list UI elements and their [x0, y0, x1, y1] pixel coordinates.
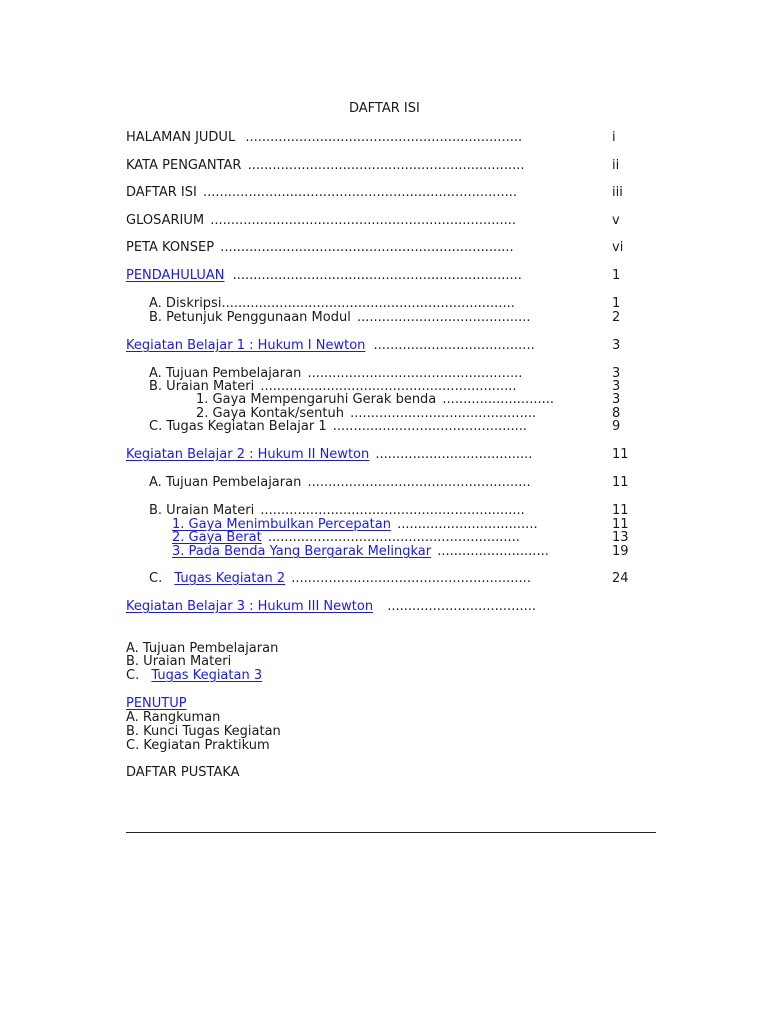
- toc-entry: [126, 668, 262, 683]
- toc-entry-label: DAFTAR PUSTAKA: [126, 765, 240, 780]
- toc-entry: [149, 503, 525, 518]
- entry-label: GLOSARIUM: [126, 213, 205, 228]
- entry-leader: ..................................: [397, 517, 538, 532]
- entry-page: vi: [612, 240, 624, 255]
- entry-page: 1: [612, 296, 621, 311]
- entry-page: i: [612, 130, 616, 145]
- entry-page: 3: [612, 392, 621, 407]
- gaya-berat-link[interactable]: 2. Gaya Berat: [172, 530, 262, 545]
- entry-leader: ...........................: [437, 544, 549, 559]
- entry-page: v: [612, 213, 620, 228]
- toc-entry: [126, 268, 522, 283]
- kegiatan-belajar-2-link[interactable]: Kegiatan Belajar 2 : Hukum II Newton: [126, 447, 370, 462]
- entry-label: B. Petunjuk Penggunaan Modul: [149, 310, 351, 325]
- toc-entry-label: A. Tujuan Pembelajaran: [126, 641, 279, 656]
- toc-entry: [126, 213, 516, 228]
- entry-page: 11: [612, 503, 629, 518]
- footer-rule: [126, 832, 656, 833]
- entry-page: 13: [612, 530, 629, 545]
- entry-leader: ..............................................................: [260, 379, 517, 394]
- entry-leader: .......................................................................: [221, 296, 515, 311]
- entry-page: 8: [612, 406, 621, 421]
- entry-leader: .......................................................................: [220, 240, 514, 255]
- entry-leader: ...................................................................: [247, 158, 525, 173]
- entry-label: PETA KONSEP: [126, 240, 215, 255]
- entry-page: 3: [612, 338, 621, 353]
- kegiatan-belajar-3-link[interactable]: Kegiatan Belajar 3 : Hukum III Newton: [126, 599, 374, 614]
- toc-entry: [126, 185, 517, 200]
- toc-entry: [149, 475, 531, 490]
- entry-label: C. Tugas Kegiatan Belajar 1: [149, 419, 327, 434]
- toc-entry: [126, 130, 522, 145]
- toc-entry: [126, 158, 524, 173]
- entry-page: 19: [612, 544, 629, 559]
- toc-entry: [172, 530, 520, 545]
- toc-entry: [196, 392, 554, 407]
- entry-label: HALAMAN JUDUL: [126, 130, 236, 145]
- toc-entry-label: B. Kunci Tugas Kegiatan: [126, 724, 281, 739]
- entry-leader: ...........................: [442, 392, 554, 407]
- entry-leader: ............................................................................: [202, 185, 518, 200]
- toc-entry: [149, 571, 531, 586]
- toc-entry: [126, 240, 514, 255]
- pada-benda-link[interactable]: 3. Pada Benda Yang Bergarak Melingkar: [172, 544, 432, 559]
- entry-label: C.: [149, 571, 163, 586]
- entry-label: C.: [126, 668, 140, 683]
- entry-leader: ................................................................: [260, 503, 525, 518]
- entry-label: A. Tujuan Pembelajaran: [149, 366, 302, 381]
- toc-entry: [126, 338, 535, 353]
- toc-entry: [149, 310, 531, 325]
- entry-leader: ...................................................................: [245, 130, 523, 145]
- toc-entry: [149, 296, 515, 311]
- entry-leader: ....................................: [387, 599, 536, 614]
- tugas-kegiatan-3-link[interactable]: Tugas Kegiatan 3: [151, 668, 263, 683]
- entry-label: 1. Gaya Mempengaruhi Gerak benda: [196, 392, 437, 407]
- toc-entry: [126, 599, 536, 614]
- toc-entry: [126, 447, 532, 462]
- toc-entry: [172, 544, 549, 559]
- entry-page: iii: [612, 185, 623, 200]
- entry-leader: ....................................................: [307, 366, 523, 381]
- entry-leader: ..........................................: [356, 310, 531, 325]
- entry-page: ii: [612, 158, 620, 173]
- entry-label: KATA PENGANTAR: [126, 158, 242, 173]
- entry-page: 3: [612, 366, 621, 381]
- toc-entry-label: C. Kegiatan Praktikum: [126, 738, 270, 753]
- tugas-kegiatan-2-link[interactable]: Tugas Kegiatan 2: [174, 571, 286, 586]
- entry-leader: .......................................: [373, 338, 535, 353]
- entry-page: 9: [612, 419, 621, 434]
- entry-leader: ...............................................: [332, 419, 528, 434]
- entry-page: 11: [612, 447, 629, 462]
- entry-label: A. Diskripsi: [149, 296, 222, 311]
- penutup-link[interactable]: PENUTUP: [126, 696, 187, 711]
- entry-page: 11: [612, 517, 629, 532]
- entry-leader: .............................................................: [267, 530, 520, 545]
- entry-page: 2: [612, 310, 621, 325]
- toc-entry-label: B. Uraian Materi: [126, 654, 232, 669]
- entry-label: B. Uraian Materi: [149, 379, 255, 394]
- pendahuluan-link[interactable]: PENDAHULUAN: [126, 268, 225, 283]
- toc-entry-label: A. Rangkuman: [126, 710, 221, 725]
- entry-page: 1: [612, 268, 621, 283]
- entry-leader: ..........................................................................: [210, 213, 517, 228]
- entry-label: A. Tujuan Pembelajaran: [149, 475, 302, 490]
- entry-label: DAFTAR ISI: [126, 185, 197, 200]
- entry-leader: ......................................................: [307, 475, 531, 490]
- entry-page: 11: [612, 475, 629, 490]
- entry-page: 24: [612, 571, 629, 586]
- entry-label: B. Uraian Materi: [149, 503, 255, 518]
- entry-leader: .............................................: [350, 406, 537, 421]
- entry-label: 2. Gaya Kontak/sentuh: [196, 406, 344, 421]
- entry-leader: ..........................................................: [291, 571, 531, 586]
- entry-leader: ......................................................................: [232, 268, 522, 283]
- gaya-menimbulkan-percepatan-link[interactable]: 1. Gaya Menimbulkan Percepatan: [172, 517, 391, 532]
- entry-leader: ......................................: [375, 447, 533, 462]
- toc-entry: [149, 419, 527, 434]
- toc-title: DAFTAR ISI: [349, 101, 420, 116]
- entry-page: 3: [612, 379, 621, 394]
- kegiatan-belajar-1-link[interactable]: Kegiatan Belajar 1 : Hukum I Newton: [126, 338, 366, 353]
